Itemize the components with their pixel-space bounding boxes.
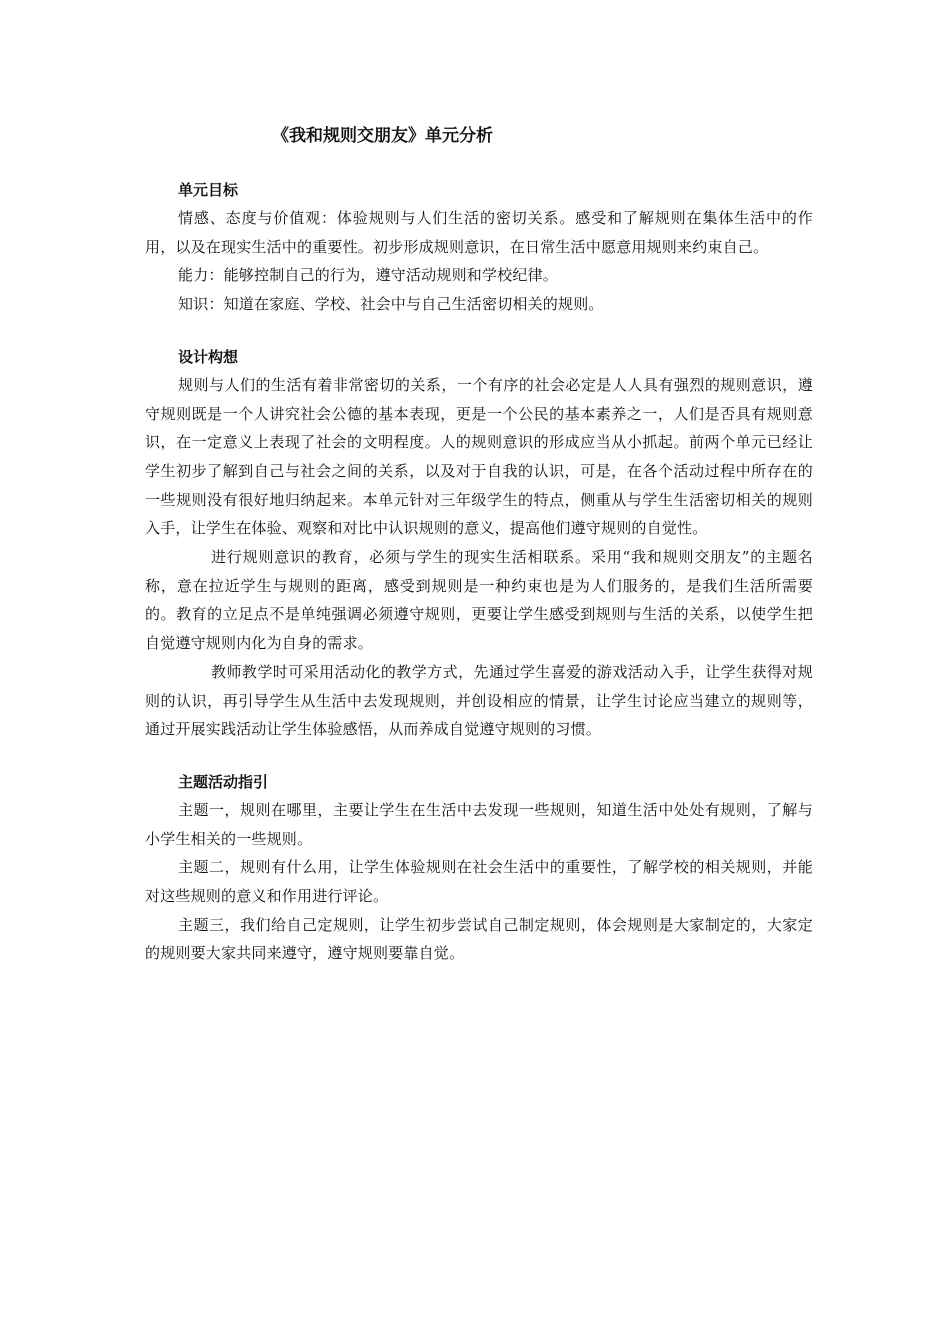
- section-unit-goals: [145, 176, 813, 319]
- section-design-concept: [145, 343, 813, 744]
- paragraph: 教师教学时可采用活动化的教学方式，先通过学生喜爱的游戏活动入手，让学生获得对规则的认识，再引导学生从生活中去发现规则，并创设相应的情景，让学生讨论应当建立的规则等，通过开展实践活动让学生体验感悟，从而养成自觉遵守规则的习惯。: [145, 662, 813, 739]
- paragraph: 情感、态度与价值观：体验规则与人们生活的密切关系。感受和了解规则在集体生活中的作用，以及在现实生活中的重要性。初步形成规则意识，在日常生活中愿意用规则来约束自己。: [145, 209, 813, 256]
- section-heading: 单元目标: [178, 181, 239, 199]
- paragraph: 规则与人们的生活有着非常密切的关系，一个有序的社会必定是人人具有强烈的规则意识，遵守规则既是一个人讲究社会公德的基本表现，更是一个公民的基本素养之一，人们是否具有规则意识，在一定意义上表现了社会的文明程度。人的规则意识的形成应当从小抓起。前两个单元已经让学生初步了解到自己与社会之间的关系，以及对于自我的认识，可是，在各个活动过程中所存在的一些规则没有很好地归纳起来。本单元针对三年级学生的特点，侧重从与学生生活密切相关的规则入手，让学生在体验、观察和对比中认识规则的意义，提高他们遵守规则的自觉性。: [145, 375, 813, 538]
- paragraph: 能力：能够控制自己的行为，遵守活动规则和学校纪律。: [178, 266, 559, 285]
- document-page: [145, 122, 813, 992]
- section-heading: 设计构想: [178, 347, 239, 366]
- document-title: 《我和规则交朋友》单元分析: [272, 126, 493, 146]
- section-theme-activities: [145, 768, 813, 968]
- paragraph: 主题二，规则有什么用，让学生体验规则在社会生活中的重要性，了解学校的相关规则，并能对这些规则的意义和作用进行评论。: [145, 858, 813, 906]
- paragraph: 知识：知道在家庭、学校、社会中与自己生活密切相关的规则。: [178, 295, 604, 314]
- paragraph: 主题一，规则在哪里，主要让学生在生活中去发现一些规则，知道生活中处处有规则，了解与小学生相关的一些规则。: [145, 800, 813, 848]
- paragraph: 主题三，我们给自己定规则，让学生初步尝试自己制定规则，体会规则是大家制定的，大家定的规则要大家共同来遵守，遵守规则要靠自觉。: [145, 915, 813, 963]
- paragraph: 进行规则意识的教育，必须与学生的现实生活相联系。采用“我和规则交朋友”的主题名称，意在拉近学生与规则的距离，感受到规则是一种约束也是为人们服务的，是我们生活所需要的。教育的立足点不是单纯强调必须遵守规则，更要让学生感受到规则与生活的关系，以使学生把自觉遵守规则内化为自身的需求。: [145, 548, 813, 653]
- section-heading: 主题活动指引: [178, 772, 269, 791]
